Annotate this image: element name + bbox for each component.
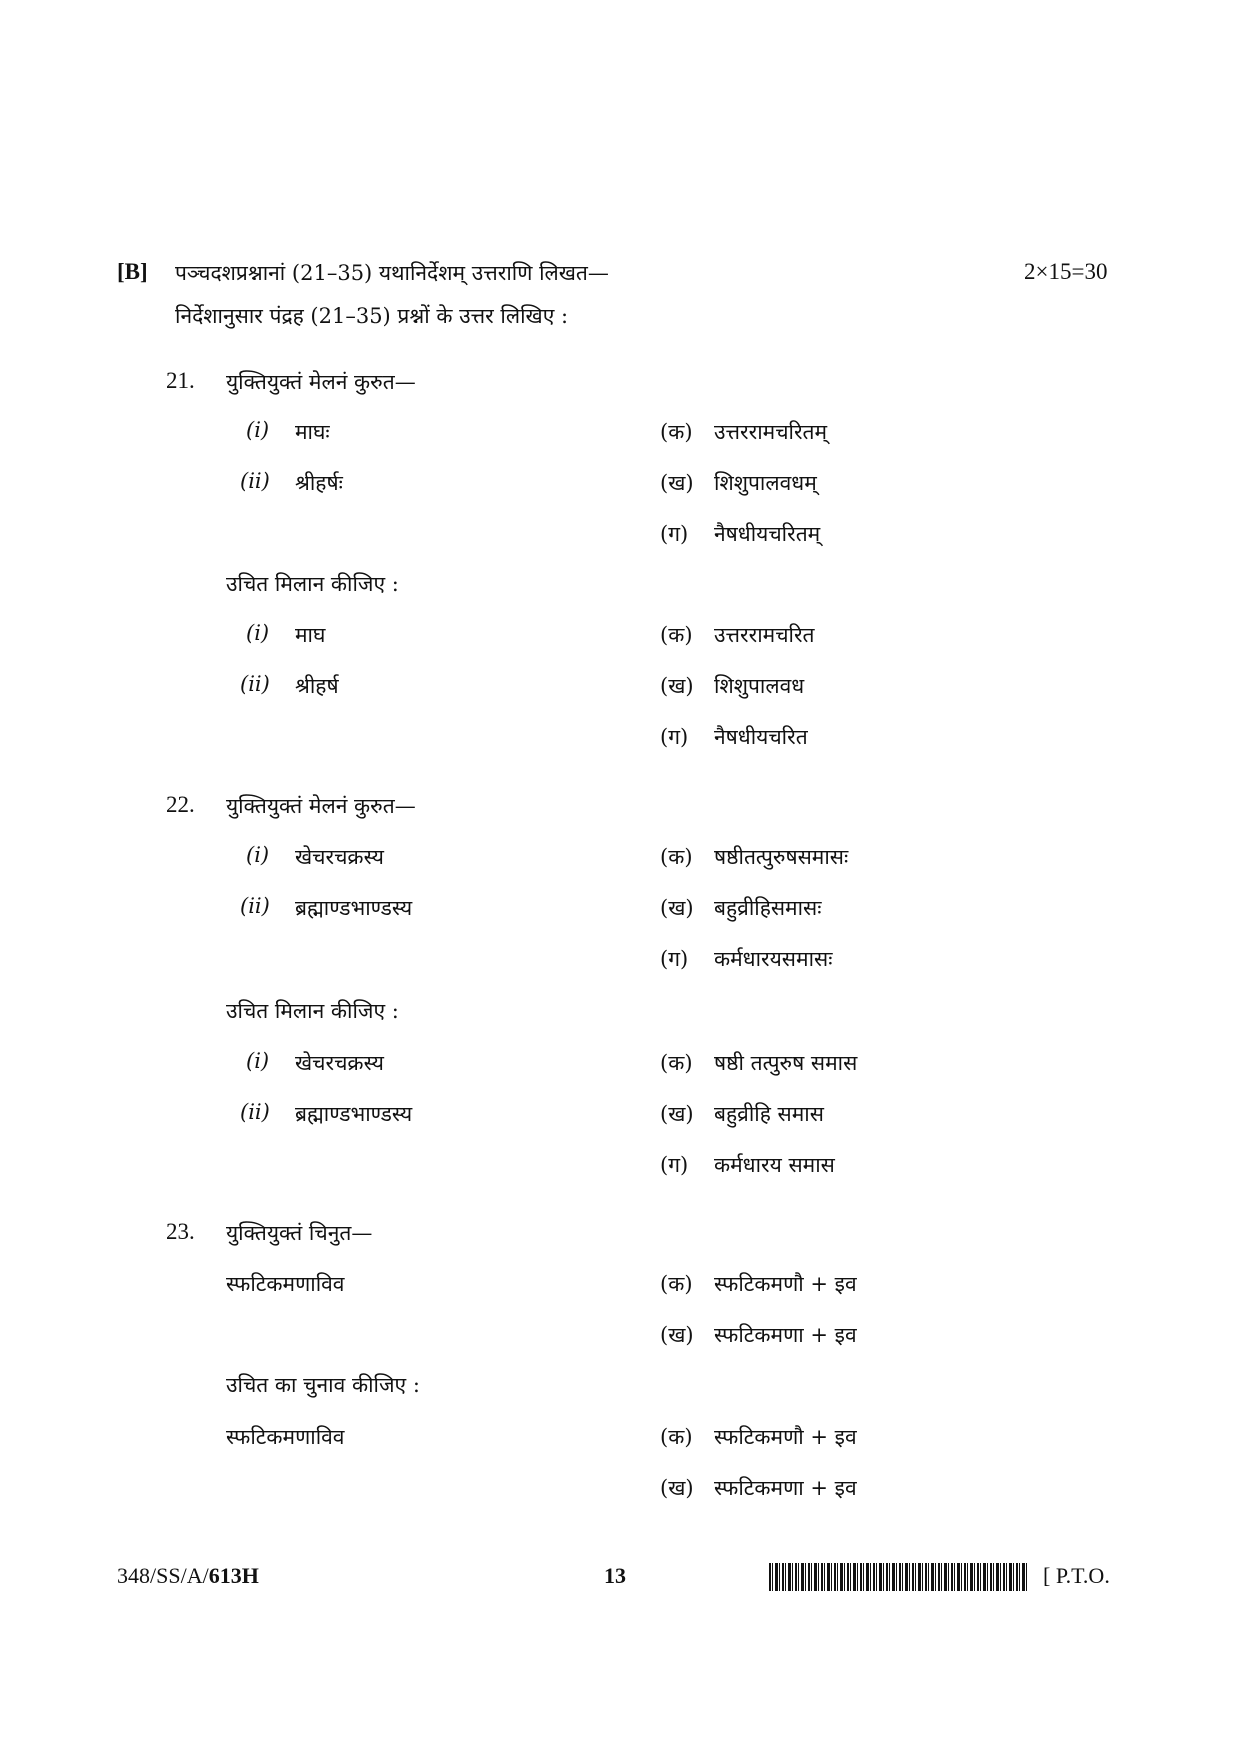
option-text: श्रीहर्ष: [295, 674, 339, 698]
option-text: स्फटिकमणा + इव: [714, 1323, 857, 1347]
option-text: नैषधीयचरितम्: [714, 522, 821, 546]
option-letter: (क): [660, 1051, 693, 1075]
option-roman: (ii): [240, 1100, 270, 1124]
section-label: [B]: [117, 259, 148, 284]
question-prompt: युक्तियुक्तं मेलनं कुरुत—: [226, 794, 416, 818]
section-instruction-hindi: निर्देशानुसार पंद्रह (21–35) प्रश्नों के उत्तर लिखिए :: [175, 304, 569, 328]
question-number: 22.: [166, 792, 195, 817]
option-text: नैषधीयचरित: [714, 725, 808, 749]
option-text: खेचरचक्रस्य: [295, 845, 384, 869]
option-text: स्फटिकमणा + इव: [714, 1476, 857, 1500]
paper-code: [117, 1563, 259, 1589]
option-letter: (क): [660, 1272, 693, 1296]
option-text: बहुव्रीहि समास: [714, 1102, 824, 1126]
option-roman: (ii): [240, 672, 270, 696]
section-instruction-sanskrit: पञ्चदशप्रश्नानां (21–35) यथानिर्देशम् उत्तराणि लिखत—: [175, 261, 609, 285]
option-letter: (ग): [660, 1153, 689, 1177]
paper-code-prefix: 348/SS/A/: [117, 1563, 209, 1588]
option-letter: (ग): [660, 947, 689, 971]
option-text: बहुव्रीहिसमासः: [714, 896, 822, 920]
option-letter: (क): [660, 623, 693, 647]
question-number: 21.: [166, 368, 195, 393]
option-text: शिशुपालवधम्: [714, 471, 817, 495]
option-letter: (क): [660, 1425, 693, 1449]
question-word: स्फटिकमणाविव: [226, 1425, 345, 1449]
option-letter: (क): [660, 845, 693, 869]
option-text: माघः: [295, 420, 330, 444]
option-text: षष्ठीतत्पुरुषसमासः: [714, 845, 849, 869]
option-text: उत्तररामचरितम्: [714, 420, 828, 444]
option-roman: (i): [246, 1049, 270, 1073]
option-text: माघ: [295, 623, 326, 647]
option-letter: (ख): [660, 674, 694, 698]
page-number: 13: [604, 1563, 626, 1588]
option-letter: (ख): [660, 896, 694, 920]
pto-label: [ P.T.O.: [1043, 1563, 1110, 1588]
section-marks: 2×15=30: [1024, 259, 1108, 284]
option-text: ब्रह्माण्डभाण्डस्य: [295, 896, 413, 920]
paper-code-bold: 613H: [208, 1563, 259, 1588]
question-prompt-hindi: उचित मिलान कीजिए :: [226, 572, 399, 596]
option-text: कर्मधारयसमासः: [714, 947, 833, 971]
option-text: श्रीहर्षः: [295, 471, 343, 495]
option-text: षष्ठी तत्पुरुष समास: [714, 1051, 858, 1075]
option-text: स्फटिकमणौ + इव: [714, 1272, 857, 1296]
option-roman: (i): [246, 418, 270, 442]
question-prompt-hindi: उचित का चुनाव कीजिए :: [226, 1373, 420, 1397]
option-text: शिशुपालवध: [714, 674, 805, 698]
option-text: ब्रह्माण्डभाण्डस्य: [295, 1102, 413, 1126]
option-letter: (ख): [660, 471, 694, 495]
option-roman: (ii): [240, 469, 270, 493]
option-letter: (ख): [660, 1102, 694, 1126]
option-letter: (क): [660, 420, 693, 444]
option-letter: (ग): [660, 725, 689, 749]
option-text: कर्मधारय समास: [714, 1153, 835, 1177]
option-text: उत्तररामचरित: [714, 623, 815, 647]
option-roman: (i): [246, 621, 270, 645]
question-prompt: युक्तियुक्तं मेलनं कुरुत—: [226, 370, 416, 394]
barcode-image: [769, 1563, 1027, 1591]
option-text: खेचरचक्रस्य: [295, 1051, 384, 1075]
question-number: 23.: [166, 1219, 195, 1244]
option-roman: (i): [246, 843, 270, 867]
question-prompt-hindi: उचित मिलान कीजिए :: [226, 999, 399, 1023]
option-text: स्फटिकमणौ + इव: [714, 1425, 857, 1449]
question-word: स्फटिकमणाविव: [226, 1272, 345, 1296]
option-letter: (ख): [660, 1476, 694, 1500]
option-letter: (ग): [660, 522, 689, 546]
option-letter: (ख): [660, 1323, 694, 1347]
question-prompt: युक्तियुक्तं चिनुत—: [226, 1221, 373, 1245]
option-roman: (ii): [240, 894, 270, 918]
